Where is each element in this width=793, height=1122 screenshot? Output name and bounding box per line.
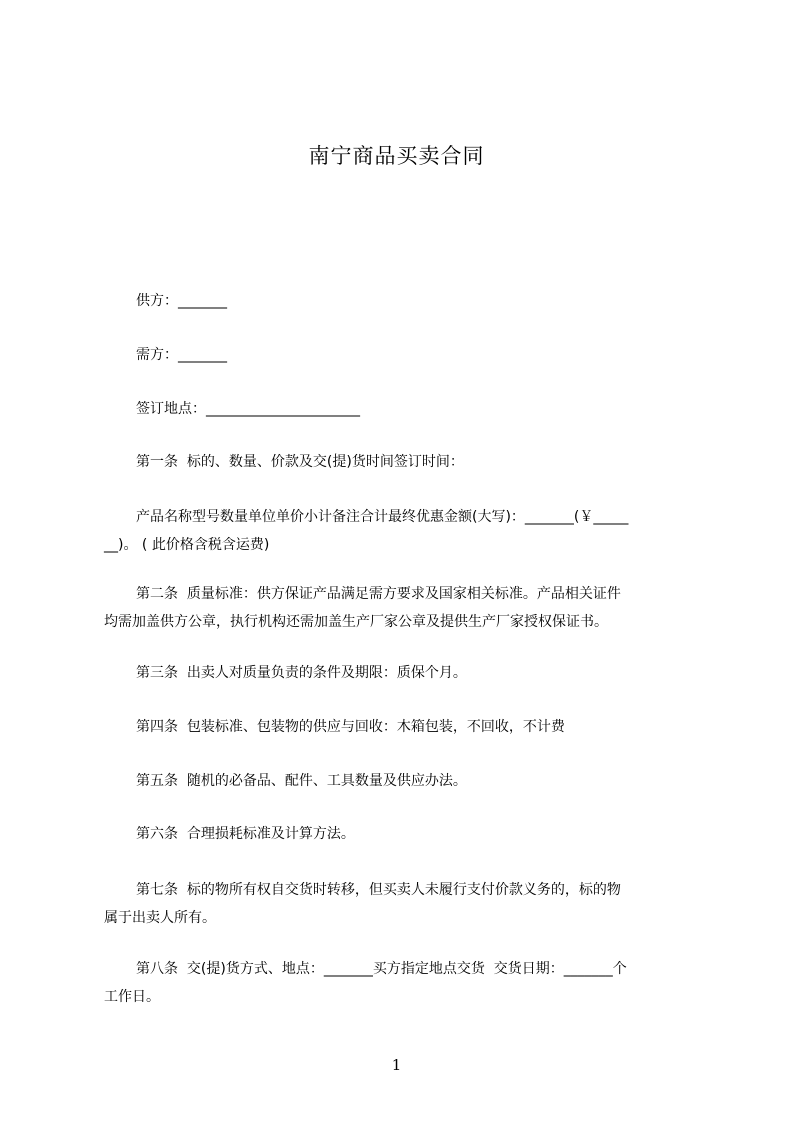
document-title: 南宁商品买卖合同	[308, 144, 485, 168]
supplier-field: 供方：_______	[136, 293, 227, 309]
article-7-line-1: 第七条 标的物所有权自交货时转移，但买卖人未履行支付价款义务的，标的物	[136, 882, 621, 898]
article-1-detail-line-1: 产品名称型号数量单位单价小计备注合计最终优惠金额(大写)：_______(￥_____	[136, 509, 629, 525]
article-1-heading: 第一条 标的、数量、价款及交(提)货时间签订时间：	[136, 454, 464, 470]
article-6: 第六条 合理损耗标准及计算方法。	[136, 826, 355, 842]
page-number: 1	[391, 1056, 402, 1074]
article-8-line-2: 工作日。	[104, 989, 160, 1005]
signing-place-field: 签订地点：______________________	[136, 401, 360, 417]
article-2-line-1: 第二条 质量标准：供方保证产品满足需方要求及国家相关标准。产品相关证件	[136, 586, 621, 602]
article-4: 第四条 包装标准、包装物的供应与回收：木箱包装，不回收，不计费	[136, 719, 565, 735]
article-7-line-2: 属于出卖人所有。	[104, 910, 216, 926]
article-7	[104, 876, 701, 932]
article-2-line-2: 均需加盖供方公章，执行机构还需加盖生产厂家公章及提供生产厂家授权保证书。	[104, 614, 608, 630]
article-5: 第五条 随机的必备品、配件、工具数量及供应办法。	[136, 773, 467, 789]
article-1-detail	[104, 503, 701, 559]
article-3: 第三条 出卖人对质量负责的条件及期限：质保个月。	[136, 665, 467, 681]
article-1-detail-line-2: __)。 ( 此价格含税含运费)	[104, 537, 270, 553]
article-8	[104, 955, 701, 1011]
article-8-line-1: 第八条 交(提)货方式、地点：_______买方指定地点交货 交货日期：_______个	[136, 961, 627, 977]
buyer-field: 需方：_______	[136, 347, 227, 363]
article-2	[104, 580, 701, 636]
